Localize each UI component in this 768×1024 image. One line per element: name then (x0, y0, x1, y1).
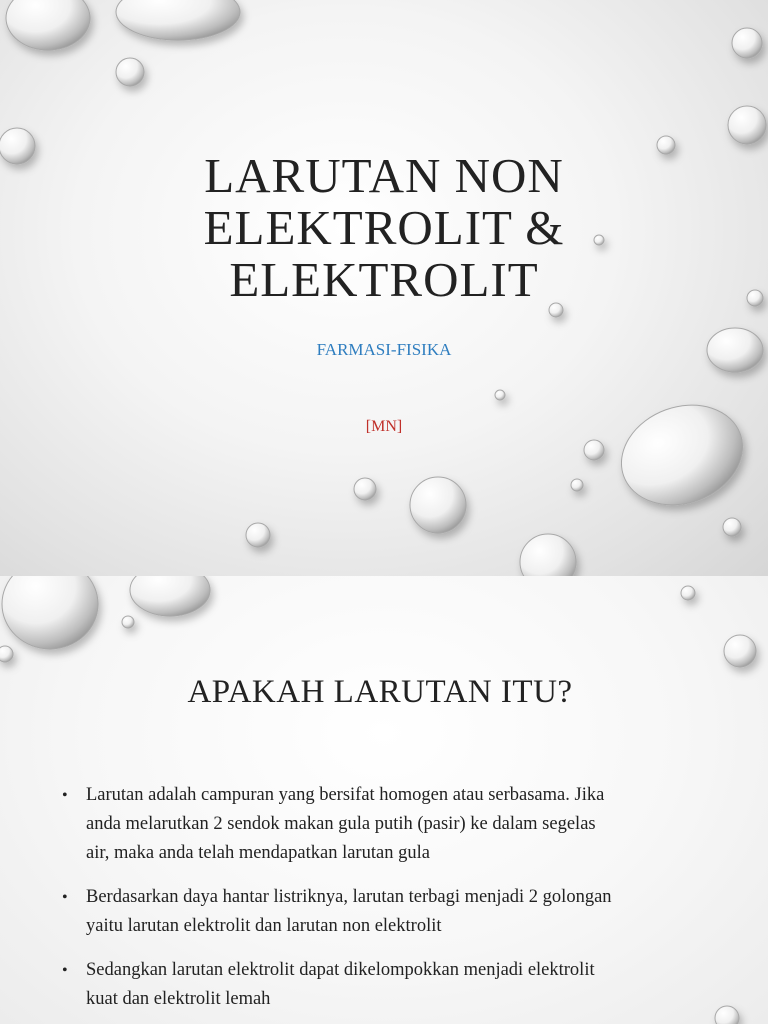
slide-content (0, 576, 768, 1024)
bullet-dot: • (62, 962, 68, 979)
bullet-line: Sedangkan larutan elektrolit dapat dikelompokkan menjadi elektrolit (86, 960, 595, 980)
slide-author: [MN] (365, 418, 403, 435)
bullet-line: yaitu larutan elektrolit dan larutan non elektrolit (86, 916, 442, 936)
bullet-list (62, 781, 742, 1024)
bullet-item (62, 781, 742, 868)
bullet-line: kuat dan elektrolit lemah (86, 989, 271, 1009)
slide-title-heading (84, 150, 684, 306)
bullet-line: air, maka anda telah mendapatkan larutan gula (86, 843, 430, 863)
title-line-2: ELEKTROLIT & (203, 200, 565, 255)
bullet-dot: • (62, 889, 68, 906)
slide-heading: APAKAH LARUTAN ITU? (187, 674, 573, 710)
bullet-dot: • (62, 787, 68, 804)
title-line-3: ELEKTROLIT (229, 252, 539, 307)
bullet-line: Larutan adalah campuran yang bersifat homogen atau serbasama. Jika (86, 785, 605, 805)
bullet-line: anda melarutkan 2 sendok makan gula putih (pasir) ke dalam segelas (86, 814, 596, 834)
bullet-item (62, 956, 742, 1014)
slide-subtitle: FARMASI-FISIKA (316, 340, 452, 359)
bullet-item (62, 883, 742, 941)
bullet-line: Berdasarkan daya hantar listriknya, larutan terbagi menjadi 2 golongan (86, 887, 612, 907)
title-line-1: LARUTAN NON (204, 148, 564, 203)
